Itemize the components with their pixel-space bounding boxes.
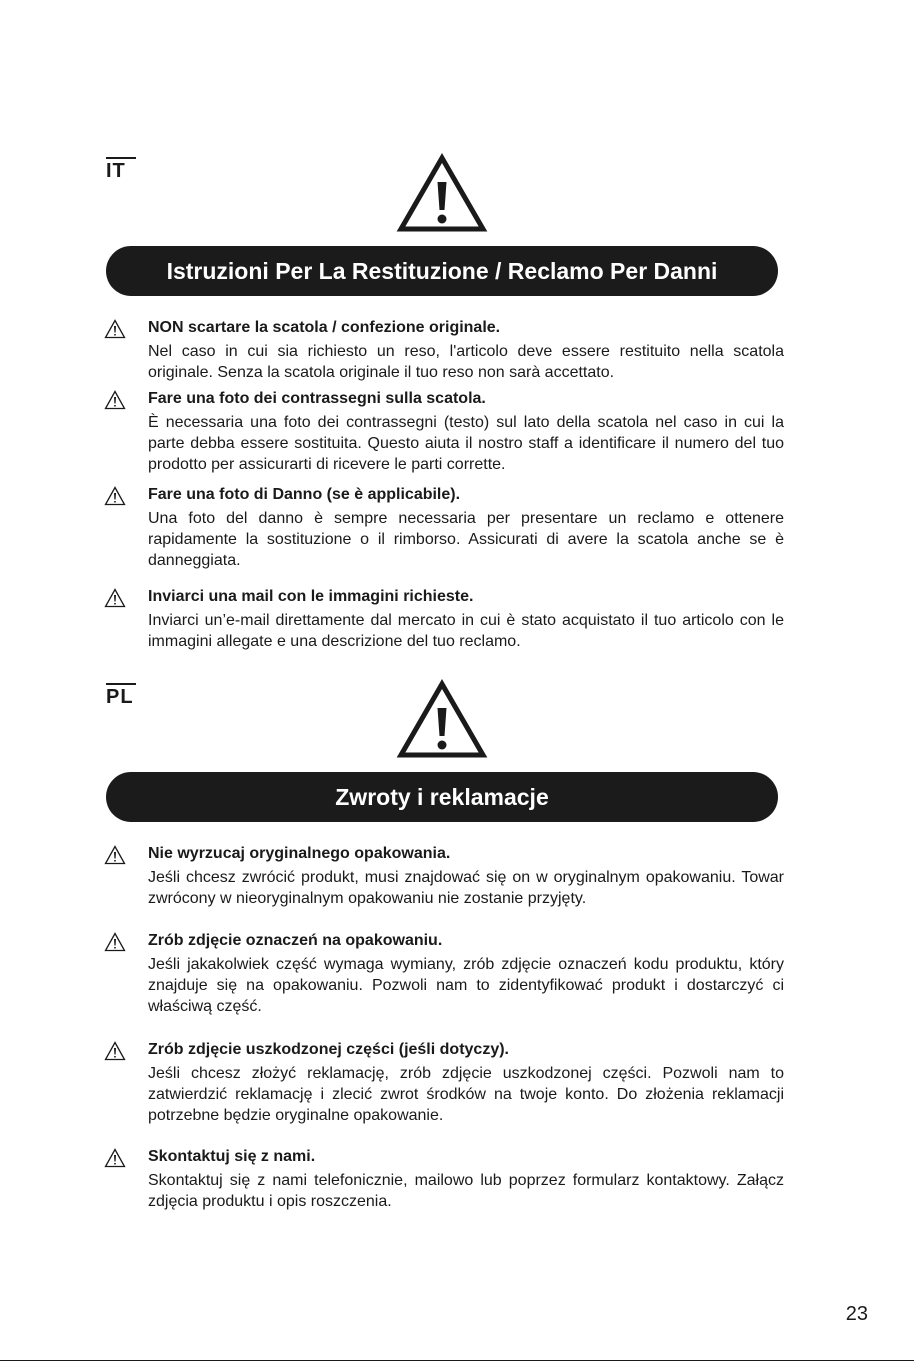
instruction-title: Skontaktuj się z nami. bbox=[148, 1148, 316, 1165]
section-banner-it: Istruzioni Per La Restituzione / Reclamo Per Danni bbox=[106, 246, 778, 296]
section-banner-pl: Zwroty i reklamacje bbox=[106, 772, 778, 822]
instruction-title: Nie wyrzucaj oryginalnego opakowania. bbox=[148, 845, 451, 862]
warning-triangle-icon bbox=[104, 588, 126, 608]
language-code-pl: PL bbox=[106, 683, 136, 707]
instruction-item bbox=[104, 586, 784, 652]
instruction-item bbox=[104, 317, 784, 383]
instruction-body: Skontaktuj się z nami telefonicznie, mailowo lub poprzez formularz kontaktowy. Załącz zdjęcia produktu i opis roszczenia. bbox=[148, 1172, 784, 1210]
warning-triangle-icon bbox=[396, 678, 488, 760]
instruction-item bbox=[104, 843, 784, 909]
instruction-title: Zrób zdjęcie oznaczeń na opakowaniu. bbox=[148, 932, 443, 949]
warning-triangle-icon bbox=[104, 1041, 126, 1061]
instruction-item bbox=[104, 388, 784, 475]
instruction-item bbox=[104, 1039, 784, 1126]
warning-triangle-icon bbox=[104, 390, 126, 410]
instruction-title: NON scartare la scatola / confezione originale. bbox=[148, 319, 501, 336]
warning-triangle-icon bbox=[104, 319, 126, 339]
instruction-title: Fare una foto dei contrassegni sulla scatola. bbox=[148, 390, 486, 407]
instruction-body: Jeśli chcesz zwrócić produkt, musi znajdować się on w oryginalnym opakowaniu. Towar zwrócony w nieoryginalnym opakowaniu nie zostanie przyjęty. bbox=[148, 869, 784, 907]
instruction-body: Inviarci un’e-mail direttamente dal mercato in cui è stato acquistato il tuo articolo con le immagini allegate e una descrizione del tuo reclamo. bbox=[148, 612, 784, 650]
instruction-body: Una foto del danno è sempre necessaria per presentare un reclamo e ottenere rapidamente la sostituzione o il rimborso. Assicurati di avere la scatola anche se è danneggiata. bbox=[148, 510, 784, 569]
instruction-body: È necessaria una foto dei contrassegni (testo) sul lato della scatola nel caso in cui la parte debba essere sostituita. Questo aiuta il nostro staff a identificare il numero del tuo prodotto per assicurarti di ricevere le parti corrette. bbox=[148, 414, 784, 473]
instruction-item bbox=[104, 484, 784, 571]
bottom-rule bbox=[0, 1360, 914, 1361]
warning-triangle-icon bbox=[396, 152, 488, 234]
instruction-body: Jeśli jakakolwiek część wymaga wymiany, zrób zdjęcie oznaczeń kodu produktu, który znajduje się na opakowaniu. Pozwoli nam to zidentyfikować produkt i dostarczyć ci właściwą część. bbox=[148, 956, 784, 1015]
instruction-item bbox=[104, 1146, 784, 1212]
instruction-body: Nel caso in cui sia richiesto un reso, l'articolo deve essere restituito nella scatola originale. Senza la scatola originale il tuo reso non sarà accettato. bbox=[148, 343, 784, 381]
instruction-title: Fare una foto di Danno (se è applicabile). bbox=[148, 486, 461, 503]
warning-triangle-icon bbox=[104, 1148, 126, 1168]
page-number: 23 bbox=[845, 1303, 868, 1325]
instruction-title: Zrób zdjęcie uszkodzonej części (jeśli dotyczy). bbox=[148, 1041, 509, 1058]
language-code-it: IT bbox=[106, 157, 136, 181]
instruction-item bbox=[104, 930, 784, 1017]
instruction-body: Jeśli chcesz złożyć reklamację, zrób zdjęcie uszkodzonej części. Pozwoli nam to zatwierdzić reklamację i zlecić zwrot środków na twoje konto. Do złożenia reklamacji potrzebne będzie oryginalne opakowanie. bbox=[148, 1065, 784, 1124]
instruction-title: Inviarci una mail con le immagini richieste. bbox=[148, 588, 474, 605]
warning-triangle-icon bbox=[104, 845, 126, 865]
warning-triangle-icon bbox=[104, 932, 126, 952]
warning-triangle-icon bbox=[104, 486, 126, 506]
